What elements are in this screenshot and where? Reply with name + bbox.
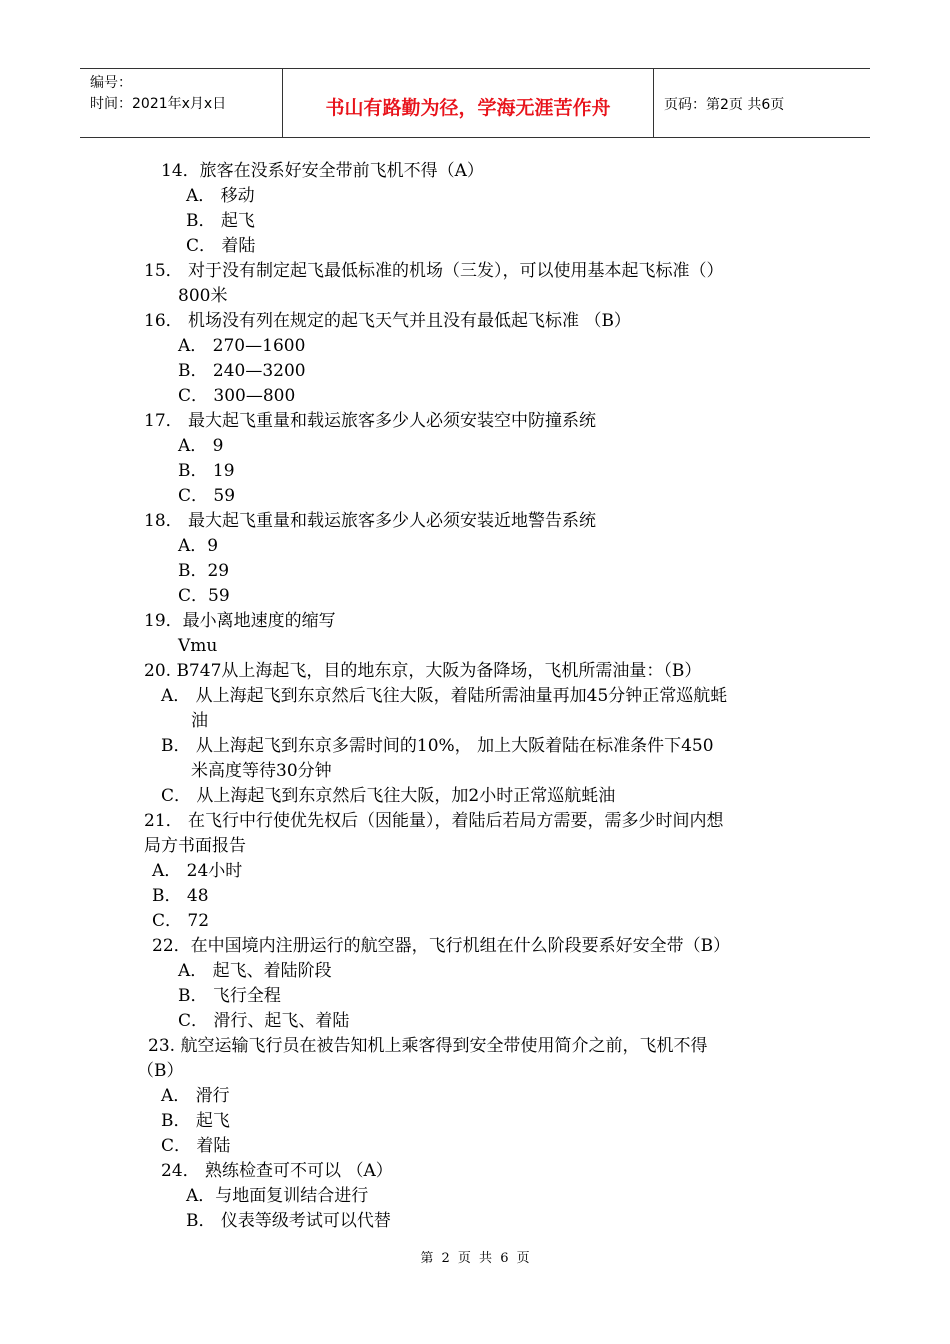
q23-option-b: B． 起飞 [161,1111,230,1131]
q22-option-c: C． 滑行、起飞、着陆 [178,1011,350,1031]
q22-option-b: B． 飞行全程 [178,986,281,1006]
q20-option-a-cont: 油 [191,711,208,731]
page-footer: 第 2 页 共 6 页 [420,1251,530,1266]
page-header [80,68,870,138]
question-14: 14．旅客在没系好安全带前飞机不得（A） [161,161,484,181]
document-date-label: 时间：2021年x月x日 [90,96,227,112]
q17-option-b: B． 19 [178,461,235,481]
question-15: 15． 对于没有制定起飞最低标准的机场（三发），可以使用基本起飞标准（） [144,261,724,281]
q23-option-c: C． 着陆 [161,1136,231,1156]
q19-answer: Vmu [178,636,218,656]
question-16: 16． 机场没有列在规定的起飞天气并且没有最低起飞标准 （B） [144,311,631,331]
q17-option-a: A． 9 [178,436,224,456]
q14-option-c: C． 着陆 [186,236,256,256]
header-page-info: 页码：第2页 共6页 [664,97,785,113]
q20-option-a: A． 从上海起飞到东京然后飞往大阪，着陆所需油量再加45分钟正常巡航蚝 [161,686,728,706]
question-17: 17． 最大起飞重量和载运旅客多少人必须安装空中防撞系统 [144,411,597,431]
q18-option-c: C．59 [178,586,230,606]
question-23-cont: （B） [137,1061,184,1081]
q16-option-c: C． 300—800 [178,386,296,406]
q16-option-a: A． 270—1600 [178,336,306,356]
q18-option-b: B．29 [178,561,230,581]
q21-option-c: C． 72 [152,911,210,931]
q24-option-b: B． 仪表等级考试可以代替 [186,1211,391,1231]
question-19: 19．最小离地速度的缩写 [144,611,336,631]
question-21: 21． 在飞行中行使优先权后（因能量），着陆后若局方需要，需多少时间内想 [144,811,724,831]
q22-option-a: A． 起飞、着陆阶段 [178,961,332,981]
q23-option-a: A． 滑行 [161,1086,230,1106]
q21-option-b: B． 48 [152,886,209,906]
q15-answer: 800米 [178,286,228,306]
document-number-label: 编号： [90,75,132,91]
q14-option-a: A． 移动 [186,186,255,206]
question-22: 22．在中国境内注册运行的航空器，飞行机组在什么阶段要系好安全带（B） [152,936,731,956]
q20-option-b-cont: 米高度等待30分钟 [191,761,332,781]
q16-option-b: B． 240—3200 [178,361,306,381]
header-meta-cell [80,69,283,137]
header-page-cell [654,69,870,137]
q18-option-a: A．9 [178,536,219,556]
question-24: 24． 熟练检查可不可以 （A） [161,1161,393,1181]
question-20: 20. B747从上海起飞，目的地东京，大阪为备降场，飞机所需油量：（B） [144,661,702,681]
question-21-cont: 局方书面报告 [144,836,246,856]
question-23: 23. 航空运输飞行员在被告知机上乘客得到安全带使用简介之前，飞机不得 [148,1036,708,1056]
q21-option-a: A． 24小时 [152,861,243,881]
header-motto-cell [283,69,654,137]
q14-option-b: B． 起飞 [186,211,255,231]
q17-option-c: C． 59 [178,486,236,506]
header-motto: 书山有路勤为径，学海无涯苦作舟 [325,97,611,119]
q20-option-c: C． 从上海起飞到东京然后飞往大阪，加2小时正常巡航蚝油 [161,786,616,806]
q24-option-a: A．与地面复训结合进行 [186,1186,369,1206]
q20-option-b: B． 从上海起飞到东京多需时间的10%， 加上大阪着陆在标准条件下450 [161,736,714,756]
question-18: 18． 最大起飞重量和载运旅客多少人必须安装近地警告系统 [144,511,597,531]
